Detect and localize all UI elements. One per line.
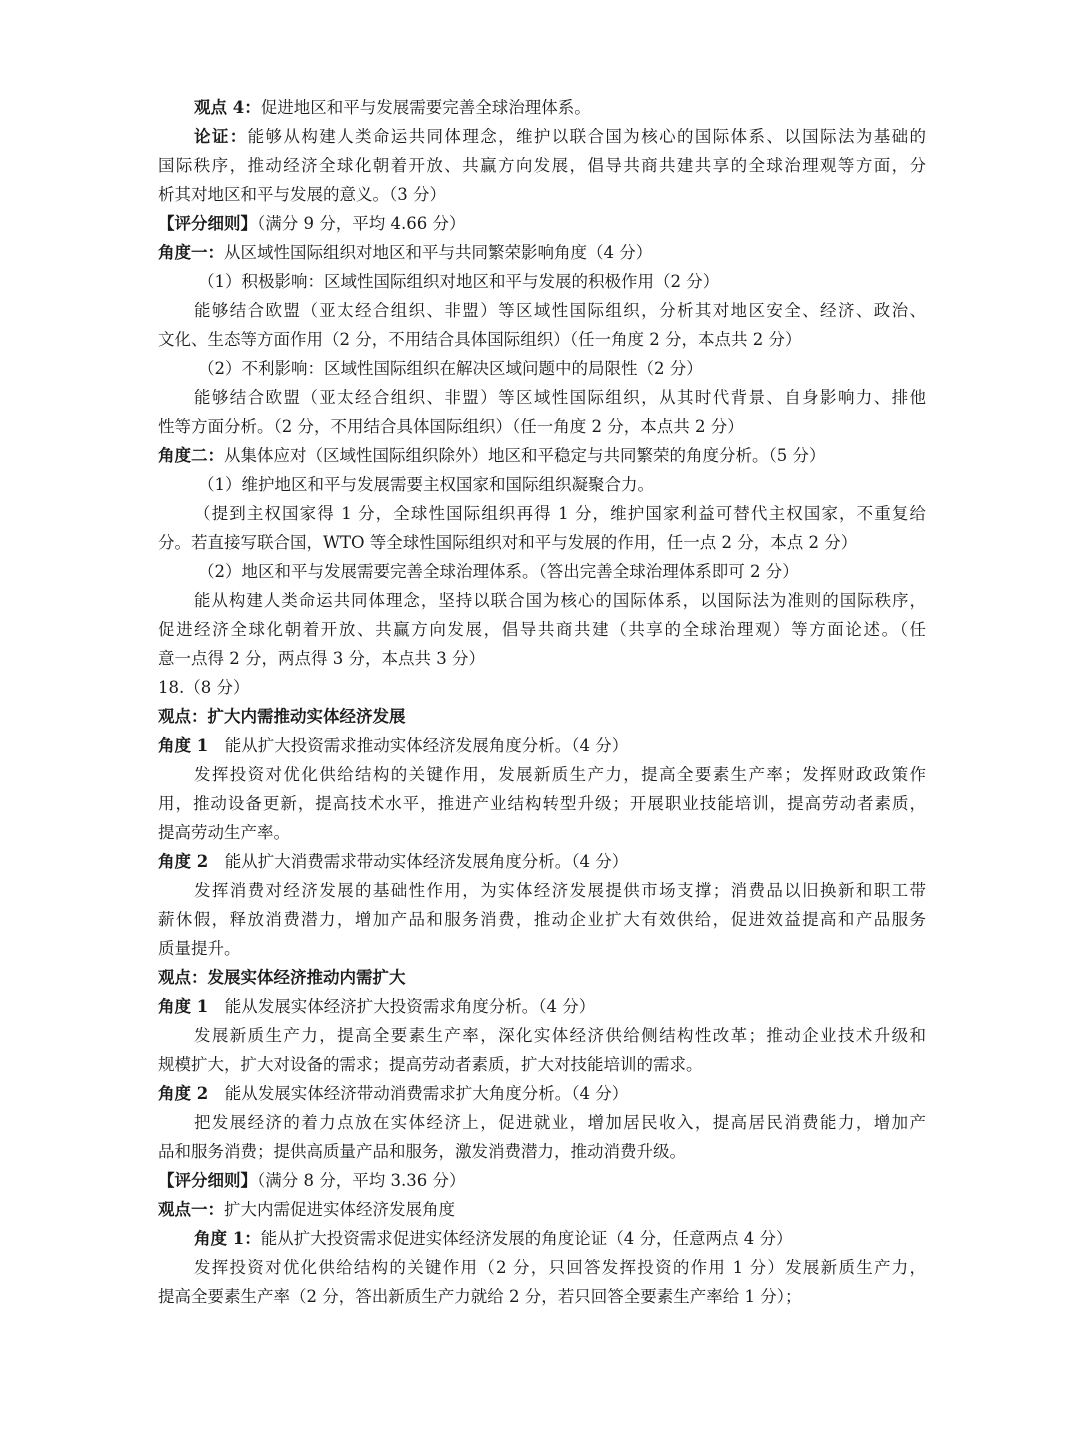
text-line	[158, 731, 926, 760]
text-line	[158, 963, 926, 992]
text-line	[158, 847, 926, 876]
text-line	[158, 789, 926, 818]
line-text: 从集体应对（区域性国际组织除外）地区和平稳定与共同繁荣的角度分析。（5 分）	[224, 446, 826, 465]
text-line	[158, 238, 926, 267]
line-text: 能从扩大投资需求推动实体经济发展角度分析。（4 分）	[208, 736, 629, 755]
bold-label: 角度 1	[158, 997, 209, 1016]
document-page	[158, 93, 926, 1311]
line-text: 用，推动设备更新，提高技术水平，推进产业结构转型升级；开展职业技能培训，提高劳动者素质，	[158, 794, 926, 813]
line-text: 文化、生态等方面作用（2 分，不用结合具体国际组织）（任一角度 2 分，本点共 2 分）	[158, 330, 802, 349]
bold-label: 角度一：	[158, 243, 224, 262]
line-text: 性等方面分析。（2 分，不用结合具体国际组织）（任一角度 2 分，本点共 2 分）	[158, 417, 744, 436]
line-text: 从区域性国际组织对地区和平与共同繁荣影响角度（4 分）	[224, 243, 653, 262]
text-line	[158, 267, 926, 296]
bold-label: 观点 4：	[194, 98, 261, 117]
text-line	[158, 1137, 926, 1166]
line-text: 规模扩大，扩大对设备的需求；提高劳动者素质，扩大对技能培训的需求。	[158, 1055, 703, 1074]
line-text: 国际秩序，推动经济全球化朝着开放、共赢方向发展，倡导共商共建共享的全球治理观等方面，分	[158, 156, 926, 175]
text-line	[158, 818, 926, 847]
text-line	[158, 122, 926, 151]
line-text: 发挥消费对经济发展的基础性作用，为实体经济发展提供市场支撑；消费品以旧换新和职工带	[194, 881, 926, 900]
bold-label: 角度 1：	[194, 1229, 261, 1248]
line-text: 能从扩大消费需求带动实体经济发展角度分析。（4 分）	[208, 852, 629, 871]
line-text: 能够从构建人类命运共同体理念，维护以联合国为核心的国际体系、以国际法为基础的	[247, 127, 926, 146]
text-line	[158, 1253, 926, 1282]
text-line	[158, 760, 926, 789]
line-text: 能够结合欧盟（亚太经合组织、非盟）等区域性国际组织，从其时代背景、自身影响力、排他	[194, 388, 926, 407]
line-text: 能从发展实体经济带动消费需求扩大角度分析。（4 分）	[208, 1084, 629, 1103]
line-text: （1）维护地区和平与发展需要主权国家和国际组织凝聚合力。	[198, 475, 654, 494]
line-text: 提高劳动生产率。	[158, 823, 290, 842]
line-text: （2）不利影响：区域性国际组织在解决区域问题中的局限性（2 分）	[198, 359, 703, 378]
line-text: （满分 8 分，平均 3.36 分）	[257, 1171, 466, 1190]
bold-label: 角度二：	[158, 446, 224, 465]
line-text: （1）积极影响：区域性国际组织对地区和平与发展的积极作用（2 分）	[198, 272, 720, 291]
text-line	[158, 1282, 926, 1311]
line-text: 18.（8 分）	[158, 678, 250, 697]
text-line	[158, 1108, 926, 1137]
line-text: 薪休假，释放消费潜力，增加产品和服务消费，推动企业扩大有效供给，促进效益提高和产品服务	[158, 910, 926, 929]
line-text: 析其对地区和平与发展的意义。（3 分）	[158, 185, 446, 204]
line-text: 提高全要素生产率（2 分，答出新质生产力就给 2 分，若只回答全要素生产率给 1 分）；	[158, 1287, 802, 1306]
text-line	[158, 934, 926, 963]
text-line	[158, 586, 926, 615]
text-line	[158, 180, 926, 209]
bold-label: 角度 2	[158, 852, 209, 871]
text-line	[158, 1224, 926, 1253]
line-text: 能够结合欧盟（亚太经合组织、非盟）等区域性国际组织，分析其对地区安全、经济、政治、	[194, 301, 926, 320]
line-text: 能从构建人类命运共同体理念，坚持以联合国为核心的国际体系，以国际法为准则的国际秩序，	[194, 591, 926, 610]
text-line	[158, 93, 926, 122]
bold-label: 【评分细则】	[158, 1171, 257, 1190]
line-text: 促进经济全球化朝着开放、共赢方向发展，倡导共商共建（共享的全球治理观）等方面论述。（任	[158, 620, 926, 639]
text-line	[158, 441, 926, 470]
line-text: 能从发展实体经济扩大投资需求角度分析。（4 分）	[208, 997, 596, 1016]
line-text: 发展新质生产力，提高全要素生产率，深化实体经济供给侧结构性改革；推动企业技术升级和	[194, 1026, 926, 1045]
line-text: 分。若直接写联合国，WTO 等全球性国际组织对和平与发展的作用，任一点 2 分，本点 2 分）	[158, 533, 858, 552]
line-text: 品和服务消费；提供高质量产品和服务，激发消费潜力，推动消费升级。	[158, 1142, 686, 1161]
bold-label: 观点一：	[158, 1200, 224, 1219]
text-line	[158, 876, 926, 905]
line-text: 能从扩大投资需求促进实体经济发展的角度论证（4 分，任意两点 4 分）	[260, 1229, 793, 1248]
text-line	[158, 325, 926, 354]
text-line	[158, 296, 926, 325]
text-line	[158, 557, 926, 586]
text-line	[158, 905, 926, 934]
text-line	[158, 1079, 926, 1108]
bold-label: 角度 1	[158, 736, 209, 755]
text-line	[158, 383, 926, 412]
text-line	[158, 412, 926, 441]
line-text: （满分 9 分，平均 4.66 分）	[257, 214, 466, 233]
text-line	[158, 1166, 926, 1195]
line-text: 质量提升。	[158, 939, 241, 958]
line-text: 把发展经济的着力点放在实体经济上，促进就业，增加居民收入，提高居民消费能力，增加产	[194, 1113, 926, 1132]
bold-label: 【评分细则】	[158, 214, 257, 233]
text-line	[158, 992, 926, 1021]
text-line	[158, 1021, 926, 1050]
text-line	[158, 470, 926, 499]
bold-label: 观点：扩大内需推动实体经济发展	[158, 707, 406, 726]
text-line	[158, 644, 926, 673]
text-line	[158, 1195, 926, 1224]
text-line	[158, 1050, 926, 1079]
text-line	[158, 702, 926, 731]
bold-label: 角度 2	[158, 1084, 209, 1103]
text-line	[158, 209, 926, 238]
line-text: 扩大内需促进实体经济发展角度	[224, 1200, 455, 1219]
text-line	[158, 499, 926, 528]
bold-label: 观点：发展实体经济推动内需扩大	[158, 968, 406, 987]
text-line	[158, 528, 926, 557]
line-text: 发挥投资对优化供给结构的关键作用，发展新质生产力，提高全要素生产率；发挥财政政策作	[194, 765, 926, 784]
document-body	[158, 93, 926, 1311]
line-text: （2）地区和平与发展需要完善全球治理体系。（答出完善全球治理体系即可 2 分）	[198, 562, 799, 581]
bold-label: 论证：	[194, 127, 248, 146]
line-text: 促进地区和平与发展需要完善全球治理体系。	[260, 98, 591, 117]
text-line	[158, 354, 926, 383]
text-line	[158, 615, 926, 644]
line-text: 发挥投资对优化供给结构的关键作用（2 分，只回答发挥投资的作用 1 分）发展新质生产力，	[194, 1258, 926, 1277]
text-line	[158, 673, 926, 702]
line-text: 意一点得 2 分，两点得 3 分，本点共 3 分）	[158, 649, 485, 668]
line-text: （提到主权国家得 1 分，全球性国际组织再得 1 分，维护国家利益可替代主权国家，不重复给	[194, 504, 926, 523]
text-line	[158, 151, 926, 180]
